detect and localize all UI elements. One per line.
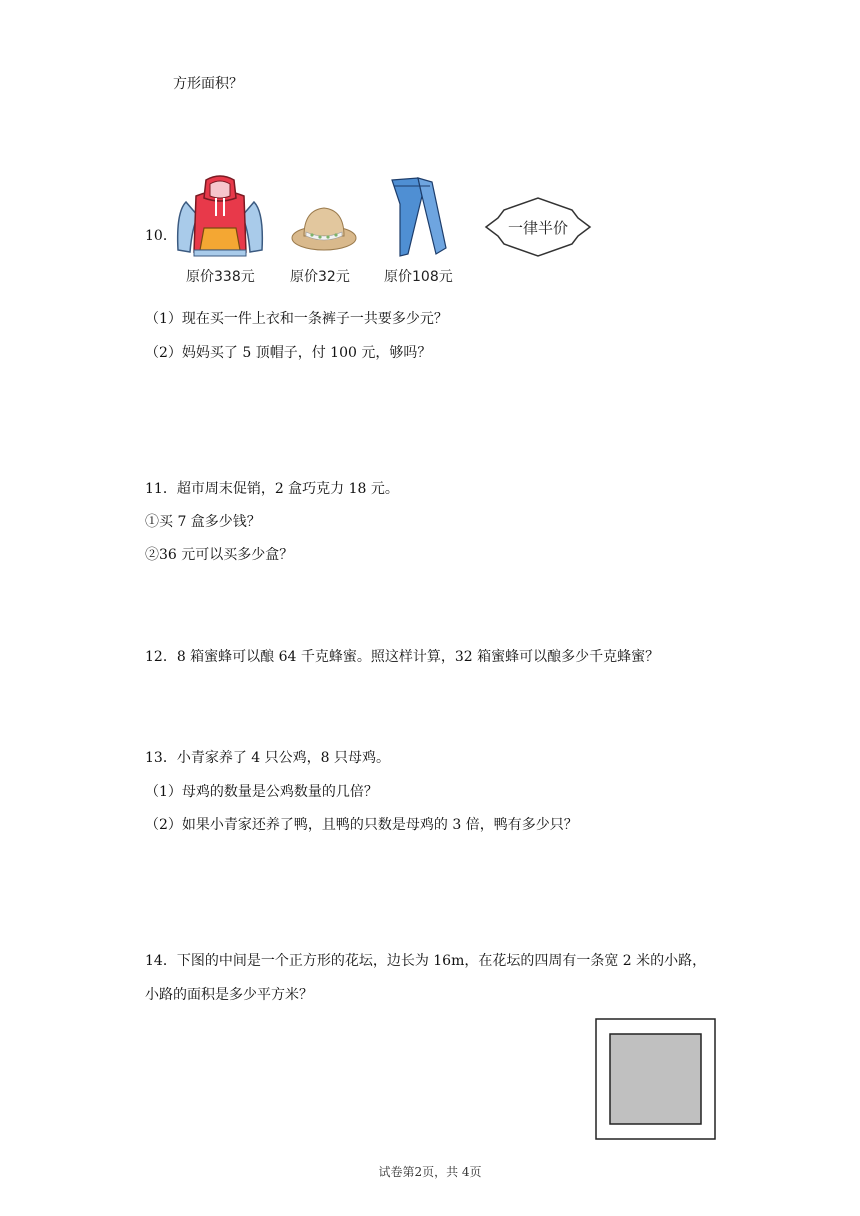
q9-continuation-text: 方形面积？ xyxy=(173,76,243,92)
q13-text: 13．小青家养了 4 只公鸡，8 只母鸡。 xyxy=(145,750,390,766)
pants-image xyxy=(386,174,452,258)
jacket-image xyxy=(172,172,268,260)
q10-sub2: （2）妈妈买了 5 顶帽子，付 100 元，够吗？ xyxy=(145,345,432,361)
q11-text: 11．超市周末促销，2 盒巧克力 18 元。 xyxy=(145,481,399,497)
hat-price-caption: 原价32元 xyxy=(290,269,350,285)
q14-line1: 14．下图的中间是一个正方形的花坛，边长为 16m，在花坛的四周有一条宽 2 米的小路， xyxy=(145,953,707,969)
q12-text: 12．8 箱蜜蜂可以酿 64 千克蜂蜜。照这样计算，32 箱蜜蜂可以酿多少千克蜂蜜？ xyxy=(145,649,660,665)
pants-price-caption: 原价108元 xyxy=(384,269,453,285)
flowerbed-square xyxy=(610,1034,701,1124)
banner-text: 一律半价 xyxy=(507,219,569,237)
page-footer: 试卷第2页，共 4页 xyxy=(378,1165,482,1179)
q10-sub1: （1）现在买一件上衣和一条裤子一共要多少元？ xyxy=(145,311,448,327)
q14-line2: 小路的面积是多少平方米？ xyxy=(145,987,313,1003)
q10-number: 10． xyxy=(145,228,177,244)
q11-sub2: ②36 元可以买多少盒？ xyxy=(145,547,294,563)
flowerbed-diagram xyxy=(595,1018,716,1140)
q13-sub2: （2）如果小青家还养了鸭，且鸭的只数是母鸡的 3 倍，鸭有多少只？ xyxy=(145,817,578,833)
q13-sub1: （1）母鸡的数量是公鸡数量的几倍？ xyxy=(145,784,378,800)
half-price-banner xyxy=(484,196,592,258)
jacket-price-caption: 原价338元 xyxy=(186,269,255,285)
q11-sub1: ①买 7 盒多少钱？ xyxy=(145,514,261,530)
hat-image xyxy=(290,200,358,256)
